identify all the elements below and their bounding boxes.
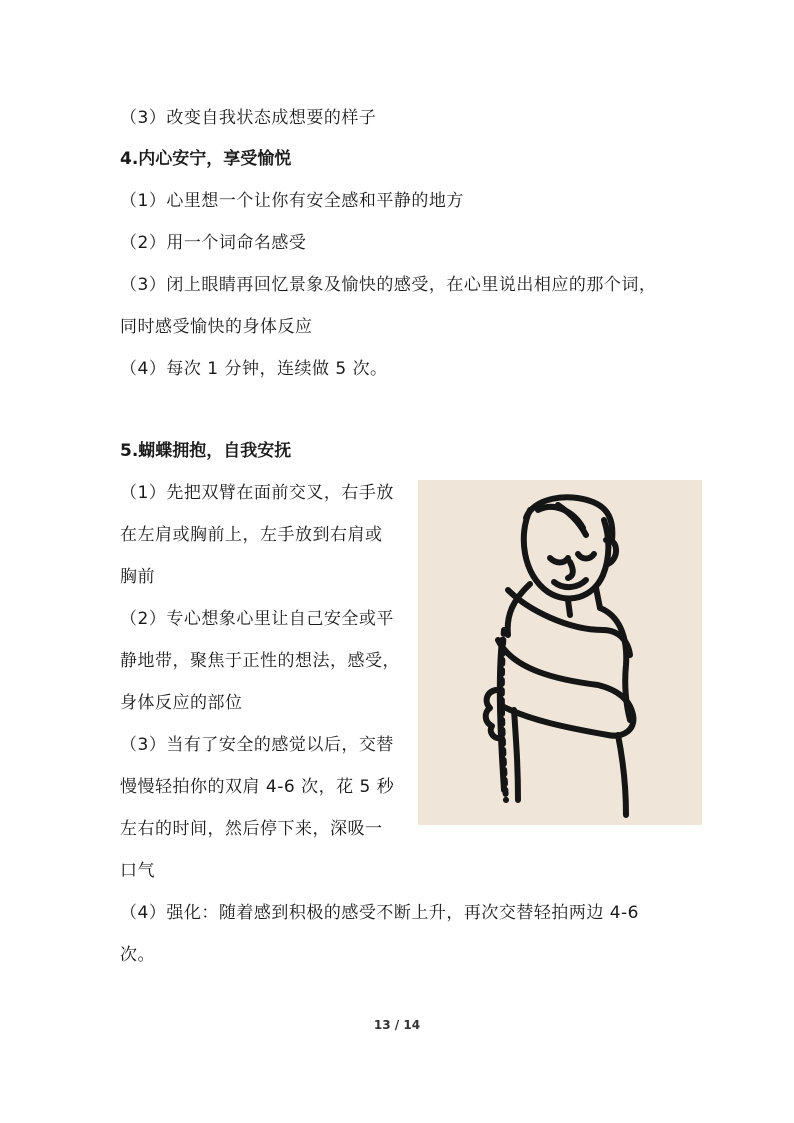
step-text: 慢慢轻拍你的双肩 4-6 次，花 5 秒 bbox=[120, 777, 395, 797]
step-text: 同时感受愉快的身体反应 bbox=[120, 317, 313, 337]
butterfly-hug-illustration bbox=[418, 480, 702, 825]
step-text: 在左肩或胸前上，左手放到右肩或 bbox=[120, 525, 383, 545]
step-text: 胸前 bbox=[120, 567, 155, 587]
step-text: 静地带，聚焦于正性的想法，感受， bbox=[120, 651, 400, 671]
step-text: （4）强化：随着感到积极的感受不断上升，再次交替轻拍两边 4-6 bbox=[120, 903, 639, 923]
page-number: 13 / 14 bbox=[373, 1018, 421, 1032]
step-text: 次。 bbox=[120, 945, 155, 965]
step-text: 身体反应的部位 bbox=[120, 693, 243, 713]
step-text: （1）先把双臂在面前交叉，右手放 bbox=[120, 483, 394, 503]
step-text: （3）改变自我状态成想要的样子 bbox=[120, 108, 377, 128]
step-text: 左右的时间，然后停下来，深吸一 bbox=[120, 819, 383, 839]
step-text: （4）每次 1 分钟，连续做 5 次。 bbox=[120, 359, 388, 379]
step-text: （3）闭上眼睛再回忆景象及愉快的感受，在心里说出相应的那个词， bbox=[120, 275, 657, 295]
step-text: （2）用一个词命名感受 bbox=[120, 233, 307, 253]
section-heading-5: 5.蝴蝶拥抱，自我安抚 bbox=[120, 441, 292, 461]
section-heading-4: 4.内心安宁，享受愉悦 bbox=[120, 149, 292, 169]
step-text: （3）当有了安全的感觉以后，交替 bbox=[120, 735, 394, 755]
step-text: （2）专心想象心里让自己安全或平 bbox=[120, 609, 394, 629]
step-text: 口气 bbox=[120, 861, 155, 881]
step-text: （1）心里想一个让你有安全感和平静的地方 bbox=[120, 191, 464, 211]
